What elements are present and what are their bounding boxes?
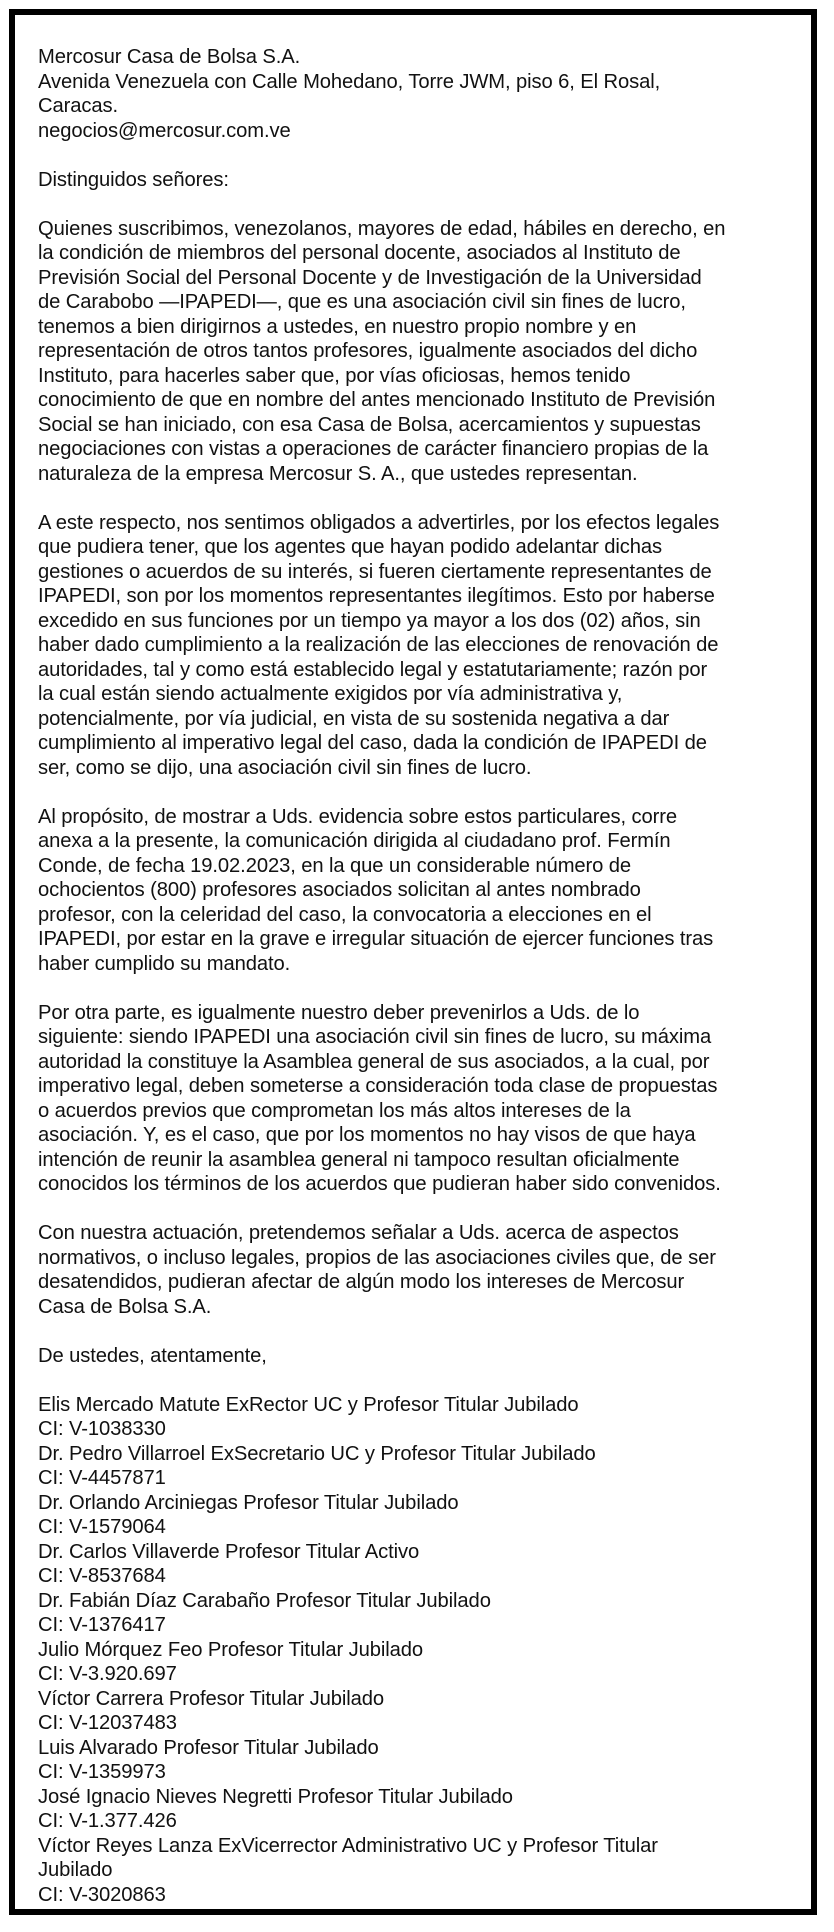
- paragraph-line: negociaciones con vistas a operaciones de carácter financiero propias de la: [38, 438, 709, 460]
- signer-name: Dr. Orlando Arciniegas Profesor Titular Jubilado: [38, 1491, 459, 1514]
- spacer: [38, 780, 798, 805]
- signer-name: Julio Mórquez Feo Profesor Titular Jubilado: [38, 1638, 424, 1661]
- signer-id: CI: V-8537684: [38, 1565, 166, 1587]
- signer-name: Dr. Pedro Villarroel ExSecretario UC y Profesor Titular Jubilado: [38, 1442, 596, 1465]
- spacer: [38, 192, 798, 217]
- paragraph-line: haber cumplido su mandato.: [38, 952, 291, 975]
- paragraph-line: desatendidos, pudieran afectar de algún modo los intereses de Mercosur: [38, 1271, 685, 1293]
- paragraph-line: autoridades, tal y como está establecido legal y estatutariamente; razón por: [38, 658, 708, 681]
- signer-id: CI: V-1579064: [38, 1516, 166, 1538]
- signer-name: Víctor Reyes Lanza ExVicerrector Administrativo UC y Profesor Titular: [38, 1834, 658, 1857]
- signer-name: Víctor Carrera Profesor Titular Jubilado: [38, 1687, 385, 1710]
- paragraph-line: Social se han iniciado, con esa Casa de Bolsa, acercamientos y supuestas: [38, 413, 701, 436]
- spacer: [38, 1319, 798, 1344]
- spacer: [38, 1368, 798, 1393]
- paragraph-line: tenemos a bien dirigirnos a ustedes, en nuestro propio nombre y en: [38, 315, 637, 338]
- paragraph-line: representación de otros tantos profesores, igualmente asociados del dicho: [38, 340, 698, 362]
- paragraph-line: Con nuestra actuación, pretendemos señalar a Uds. acerca de aspectos: [38, 1222, 679, 1244]
- paragraph-line: Por otra parte, es igualmente nuestro deber prevenirlos a Uds. de lo: [38, 1001, 640, 1024]
- salutation-text: Distinguidos señores:: [38, 168, 229, 191]
- paragraph-line: excedido en sus funciones por un tiempo ya mayor a los dos (02) años, sin: [38, 609, 701, 632]
- signer-name: Dr. Fabián Díaz Carabaño Profesor Titular Jubilado: [38, 1589, 491, 1612]
- paragraph-line: de Carabobo —IPAPEDI—, que es una asociación civil sin fines de lucro,: [38, 291, 686, 313]
- paragraph-line: IPAPEDI, son por los momentos representantes ilegítimos. Esto por haberse: [38, 585, 715, 607]
- paragraph-line: siguiente: siendo IPAPEDI una asociación civil sin fines de lucro, su máxima: [38, 1026, 712, 1048]
- spacer: [38, 143, 798, 168]
- closing: [38, 1344, 798, 1369]
- signer-id: CI: V-3.920.697: [38, 1663, 177, 1685]
- signer-id: CI: V-1.377.426: [38, 1810, 177, 1832]
- signer-id: CI: V-1359973: [38, 1761, 166, 1783]
- paragraph-line: asociación. Y, es el caso, que por los momentos no hay visos de que haya: [38, 1124, 696, 1146]
- paragraph-line: gestiones o acuerdos de su interés, si fueren ciertamente representantes de: [38, 560, 712, 583]
- signer-id: CI: V-1038330: [38, 1418, 166, 1440]
- paragraph-line: la condición de miembros del personal docente, asociados al Instituto de: [38, 242, 681, 264]
- paragraph-line: ochocientos (800) profesores asociados solicitan al antes nombrado: [38, 879, 641, 901]
- paragraph-line: profesor, con la celeridad del caso, la convocatoria a elecciones en el: [38, 903, 652, 926]
- paragraph-line: potencialmente, por vía judicial, en vista de su sostenida negativa a dar: [38, 707, 670, 730]
- paragraph-line: normativos, o incluso legales, propios de las asociaciones civiles que, de ser: [38, 1246, 716, 1269]
- paragraph-line: intención de reunir la asamblea general ni tampoco resultan oficialmente: [38, 1148, 680, 1171]
- paragraph-line: o acuerdos previos que comprometan los más altos intereses de la: [38, 1099, 631, 1122]
- recipient-company: Mercosur Casa de Bolsa S.A.: [38, 46, 301, 68]
- paragraph-line: Conde, de fecha 19.02.2023, en la que un considerable número de: [38, 854, 632, 877]
- closing-text: De ustedes, atentamente,: [38, 1344, 267, 1367]
- signer-name: Dr. Carlos Villaverde Profesor Titular Activo: [38, 1540, 420, 1563]
- paragraph-line: que pudiera tener, que los agentes que hayan podido adelantar dichas: [38, 536, 662, 558]
- signer-name: Elis Mercado Matute ExRector UC y Profesor Titular Jubilado: [38, 1393, 579, 1416]
- spacer: [38, 1197, 798, 1222]
- letter-paragraphs: [38, 192, 798, 1319]
- spacer: [38, 976, 798, 1001]
- salutation: [38, 168, 798, 193]
- paragraph-line: IPAPEDI, por estar en la grave e irregular situación de ejercer funciones tras: [38, 928, 714, 950]
- paragraph-line: conocimiento de que en nombre del antes mencionado Instituto de Previsión: [38, 389, 716, 411]
- body-paragraph: [38, 1221, 798, 1319]
- paragraph-line: Casa de Bolsa S.A.: [38, 1295, 212, 1318]
- signer-name: Jubilado: [38, 1859, 113, 1881]
- paragraph-line: haber dado cumplimiento a la realización de las elecciones de renovación de: [38, 634, 719, 656]
- letter-body: [38, 45, 798, 1907]
- recipient-address-line: Avenida Venezuela con Calle Mohedano, Torre JWM, piso 6, El Rosal,: [38, 70, 661, 93]
- paragraph-line: naturaleza de la empresa Mercosur S. A., que ustedes representan.: [38, 462, 638, 485]
- signer-id: CI: V-1376417: [38, 1614, 166, 1636]
- signer-id: CI: V-12037483: [38, 1712, 177, 1734]
- paragraph-line: la cual están siendo actualmente exigidos por vía administrativa y,: [38, 683, 623, 705]
- paragraph-line: A este respecto, nos sentimos obligados a advertirles, por los efectos legales: [38, 511, 720, 534]
- recipient-email: negocios@mercosur.com.ve: [38, 119, 291, 142]
- paragraph-line: ser, como se dijo, una asociación civil sin fines de lucro.: [38, 756, 532, 779]
- body-paragraph: [38, 511, 798, 781]
- signer-id: CI: V-3020863: [38, 1883, 166, 1906]
- paragraph-line: anexa a la presente, la comunicación dirigida al ciudadano prof. Fermín: [38, 830, 671, 852]
- signer-name: Luis Alvarado Profesor Titular Jubilado: [38, 1736, 379, 1759]
- paragraph-line: conocidos los términos de los acuerdos que pudieran haber sido convenidos.: [38, 1173, 721, 1195]
- body-paragraph: [38, 1001, 798, 1197]
- paragraph-line: Previsión Social del Personal Docente y de Investigación de la Universidad: [38, 266, 702, 289]
- paragraph-line: imperativo legal, deben someterse a consideración toda clase de propuestas: [38, 1075, 718, 1097]
- paragraph-line: autoridad la constituye la Asamblea general de sus asociados, a la cual, por: [38, 1050, 710, 1073]
- paragraph-line: Al propósito, de mostrar a Uds. evidencia sobre estos particulares, corre: [38, 805, 677, 828]
- signer-name: José Ignacio Nieves Negretti Profesor Titular Jubilado: [38, 1785, 513, 1808]
- signer-id: CI: V-4457871: [38, 1467, 166, 1489]
- signers-list: [38, 1393, 798, 1908]
- recipient-address-line: Caracas.: [38, 95, 118, 117]
- spacer: [38, 486, 798, 511]
- body-paragraph: [38, 217, 798, 487]
- paragraph-line: cumplimiento al imperativo legal del caso, dada la condición de IPAPEDI de: [38, 732, 707, 754]
- paragraph-line: Quienes suscribimos, venezolanos, mayores de edad, hábiles en derecho, en: [38, 217, 726, 240]
- document-frame: [9, 9, 817, 1915]
- paragraph-line: Instituto, para hacerles saber que, por vías oficiosas, hemos tenido: [38, 364, 631, 387]
- body-paragraph: [38, 805, 798, 977]
- recipient-address: [38, 45, 798, 143]
